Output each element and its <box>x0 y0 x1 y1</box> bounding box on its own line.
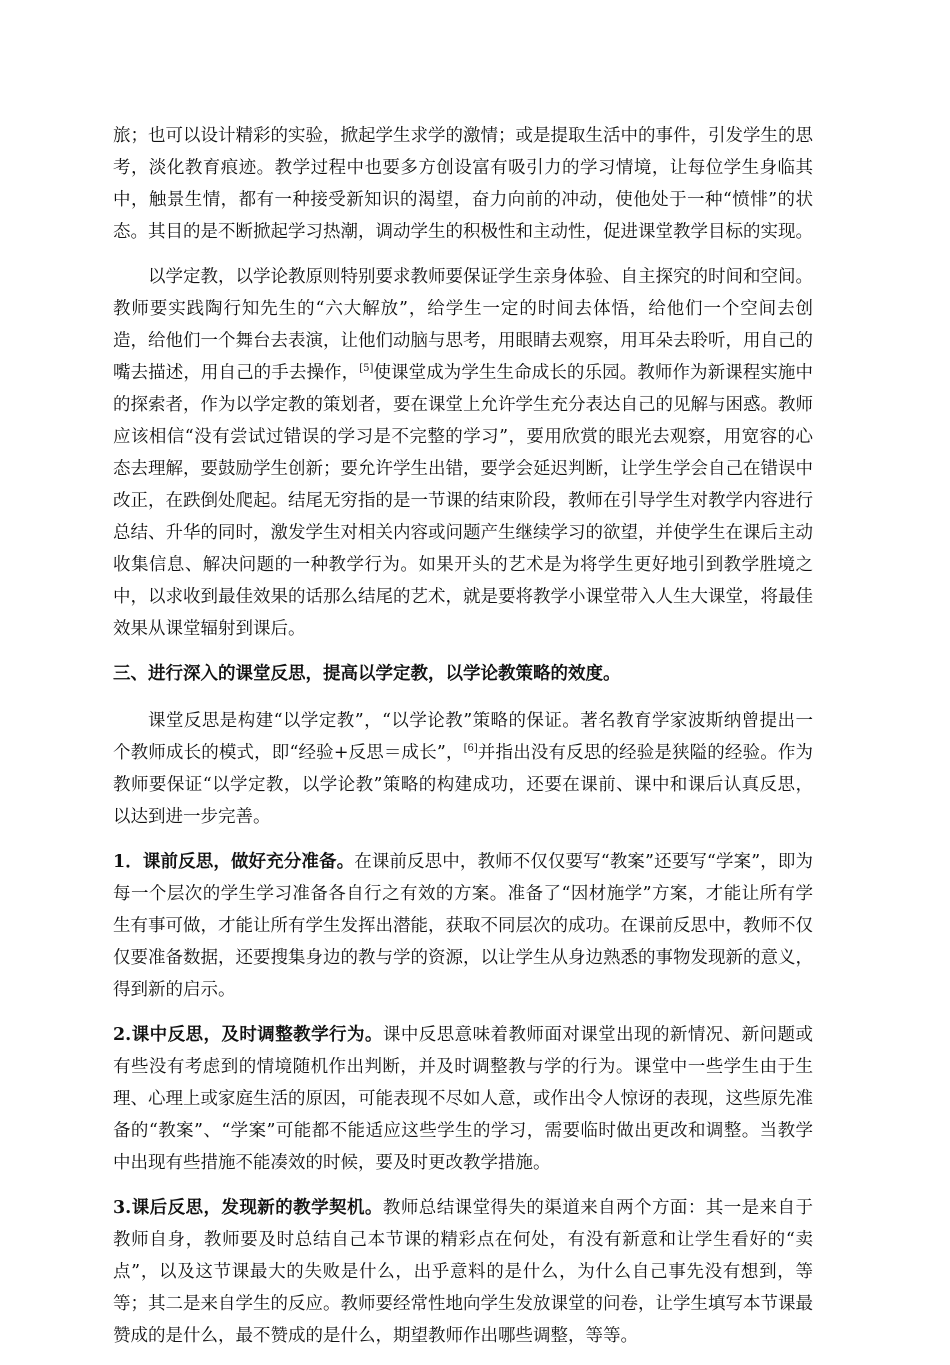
list-item-title: 2.课中反思，及时调整教学行为。 <box>113 1025 383 1045</box>
list-item-in-class <box>113 1019 813 1179</box>
citation-ref: [5] <box>359 363 374 375</box>
paragraph-text: 使课堂成为学生生命成长的乐园。教师作为新课程实施中的探索者，作为以学定教的策划者，要在课堂上允许学生充分表达自己的见解与困惑。教师应该相信“没有尝试过错误的学习是不完整的学习”，要用欣赏的眼光去观察，用宽容的心态去理解，要鼓励学生创新；要允许学生出错，要学会延迟判断，让学生学会自己在错误中改正，在跌倒处爬起。结尾无穷指的是一节课的结束阶段，教师在引导学生对教学内容进行总结、升华的同时，激发学生对相关内容或问题产生继续学习的欲望，并使学生在课后主动收集信息、解决问题的一种教学行为。如果开头的艺术是为将学生更好地引到教学胜境之中，以求收到最佳效果的话那么结尾的艺术，就是要将教学小课堂带入人生大课堂，将最佳效果从课堂辐射到课后。 <box>113 363 814 639</box>
list-item-post-class <box>113 1192 813 1352</box>
section-heading: 三、进行深入的课堂反思，提高以学定教，以学论教策略的效度。 <box>113 664 621 684</box>
paragraph-teach-by-learning <box>113 261 813 645</box>
list-item-body: 课中反思意味着教师面对课堂出现的新情况、新问题或有些没有考虑到的情境随机作出判断，并及时调整教与学的行为。课堂中一些学生由于生理、心理上或家庭生活的原因，可能表现不尽如人意，或作出令人惊讶的表现，这些原先准备的“教案”、“学案”可能都不能适应这些学生的学习，需要临时做出更改和调整。当教学中出现有些措施不能凑效的时候，要及时更改教学措施。 <box>113 1025 813 1173</box>
paragraph-text: 课堂反思是构建“以学定教”，“以学论教”策略的保证。著名教育学家波斯纳曾提出一个教师成长的模式，即“经验+反思＝成长”， <box>113 711 813 763</box>
paragraph-continuation: 旅；也可以设计精彩的实验，掀起学生求学的激情；或是提取生活中的事件，引发学生的思考，淡化教育痕迹。教学过程中也要多方创设富有吸引力的学习情境，让每位学生身临其中，触景生情，都有一种接受新知识的渴望，奋力向前的冲动，使他处于一种“愤悱”的状态。其目的是不断掀起学习热潮，调动学生的积极性和主动性，促进课堂教学目标的实现。 <box>113 126 813 242</box>
list-item-title: 1．课前反思，做好充分准备。 <box>113 852 355 872</box>
document-page <box>113 120 813 1365</box>
list-item-body: 教师总结课堂得失的渠道来自两个方面：其一是来自于教师自身，教师要及时总结自己本节课的精彩点在何处，有没有新意和让学生看好的“卖点”，以及这节课最大的失败是什么，出乎意料的是什么，为什么自己事先没有想到，等等；其二是来自学生的反应。教师要经常性地向学生发放课堂的问卷，让学生填写本节课最赞成的是什么，最不赞成的是什么，期望教师作出哪些调整，等等。 <box>113 1198 813 1346</box>
list-item-pre-class <box>113 846 813 1006</box>
list-item-title: 3.课后反思，发现新的教学契机。 <box>113 1198 383 1218</box>
citation-ref: [6] <box>463 743 478 755</box>
paragraph-text: 并指出没有反思的经验是狭隘的经验。作为教师要保证“以学定教，以学论教”策略的构建成功，还要在课前、课中和课后认真反思，以达到进一步完善。 <box>113 743 814 827</box>
paragraph-classroom-reflection <box>113 705 813 833</box>
paragraph-text: 以学定教，以学论教原则特别要求教师要保证学生亲身体验、自主探究的时间和空间。教师要实践陶行知先生的“六大解放”，给学生一定的时间去体悟，给他们一个空间去创造，给他们一个舞台去表演，让他们动脑与思考，用眼睛去观察，用耳朵去聆听，用自己的嘴去描述，用自己的手去操作， <box>113 267 813 383</box>
list-item-body: 在课前反思中，教师不仅仅要写“教案”还要写“学案”，即为每一个层次的学生学习准备各自行之有效的方案。准备了“因材施学”方案，才能让所有学生有事可做，才能让所有学生发挥出潜能，获取不同层次的成功。在课前反思中，教师不仅仅要准备数据，还要搜集身边的教与学的资源，以让学生从身边熟悉的事物发现新的意义，得到新的启示。 <box>113 852 813 1000</box>
